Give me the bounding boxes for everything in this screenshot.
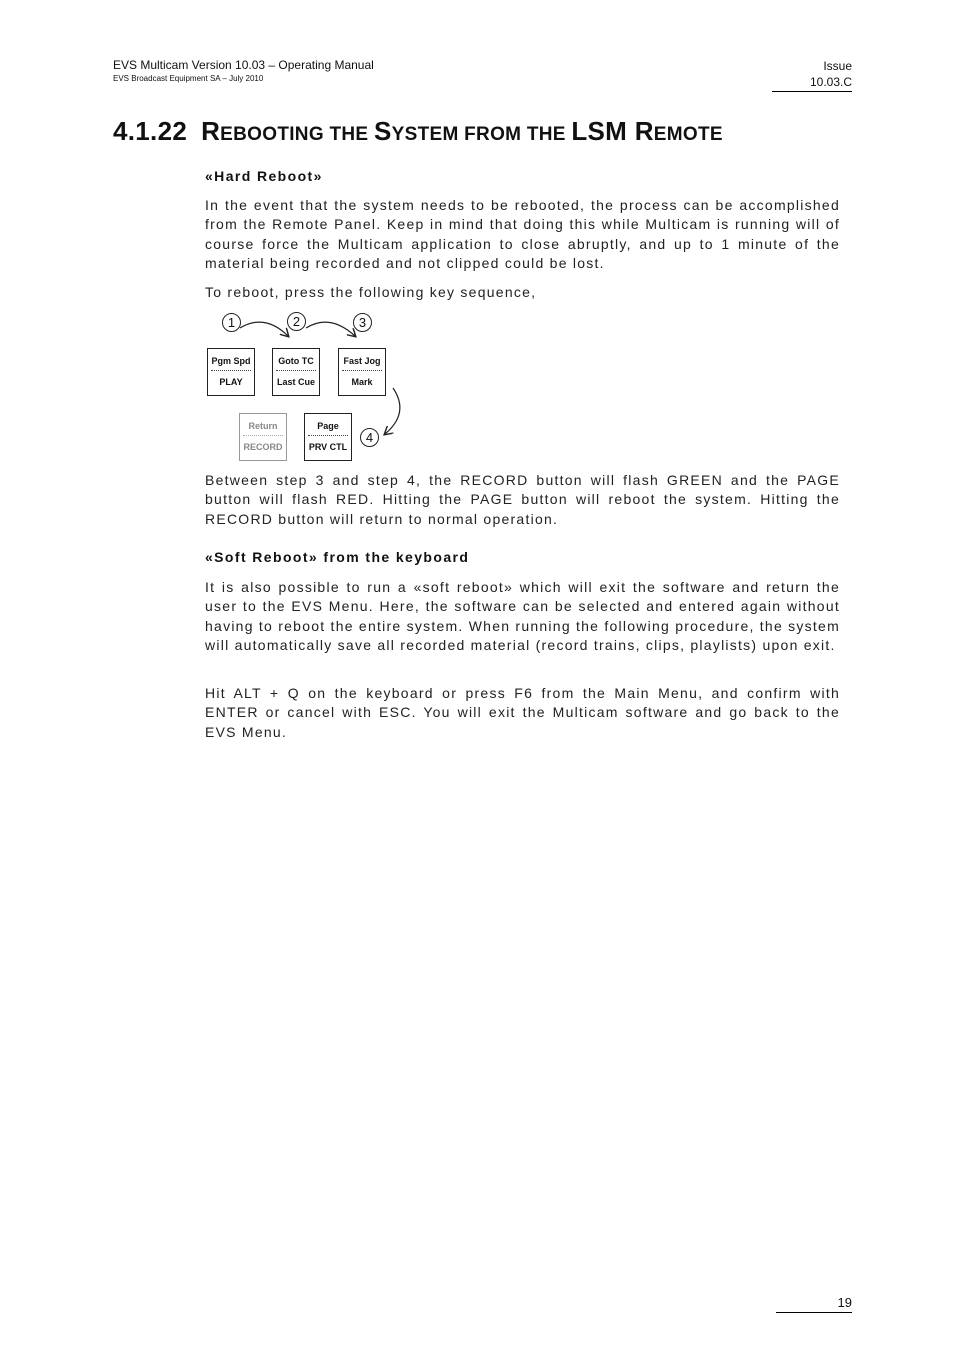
step-4-badge: 4 [360,428,379,447]
key-top-label: Page [308,420,348,436]
key-top-label: Return [243,420,283,436]
title-part: R [201,116,221,146]
step-1-badge: 1 [222,313,241,332]
key-bottom-label: PLAY [219,377,243,387]
key-page-prv-ctl[interactable] [304,413,352,461]
header-issue-value: 10.03.C [809,75,852,89]
header-publisher: EVS Broadcast Equipment SA – July 2010 [113,74,264,83]
title-part: EBOOTING THE [220,124,374,145]
title-part: YSTEM FROM THE [391,124,572,145]
key-top-label: Fast Jog [342,355,382,371]
header-issue [772,58,852,92]
title-part [627,116,635,146]
header-document-title: EVS Multicam Version 10.03 – Operating Manual [113,58,374,72]
key-top-label: Goto TC [276,355,316,371]
title-part: EMOTE [653,124,723,145]
hard-reboot-paragraph-2: To reboot, press the following key sequence, [205,284,537,300]
arrow-1-to-2 [240,322,288,336]
step-3-badge: 3 [353,313,372,332]
key-bottom-label: Mark [351,377,373,387]
title-part: R [634,116,654,146]
hard-reboot-paragraph-1: In the event that the system needs to be rebooted, the process can be accomplished from the Remote Panel. Keep in mind that doing this while Multicam is running will of course force the Multicam application to close abruptly, and up to 1 minute of the material being recorded and not clipped could be lost. [205,197,840,272]
key-fast-jog-mark[interactable] [338,348,386,396]
key-pgm-spd-play[interactable] [207,348,255,396]
page-number: 19 [776,1295,852,1313]
key-goto-tc-last-cue[interactable] [272,348,320,396]
key-top-label: Pgm Spd [211,355,251,371]
section-number: 4.1.22 [113,116,188,146]
hard-reboot-paragraph-3: Between step 3 and step 4, the RECORD button will flash GREEN and the PAGE button will flash RED. Hitting the PAGE button will reboot the system. Hitting the RECORD button will return to normal operation. [205,472,840,527]
hard-reboot-heading: «Hard Reboot» [205,168,323,184]
key-bottom-label: PRV CTL [308,442,348,452]
title-part: LSM [571,116,628,146]
section-title [113,116,723,147]
soft-reboot-paragraph-1: It is also possible to run a «soft reboot» which will exit the software and return the user to the EVS Menu. Here, the software can be selected and entered again without having to reboot the entire system. When running the following procedure, the system will automatically save all recorded material (record trains, clips, playlists) upon exit. [205,579,840,654]
title-part: S [373,116,392,146]
soft-reboot-paragraph-2: Hit ALT + Q on the keyboard or press F6 from the Main Menu, and confirm with ENTER or cancel with ESC. You will exit the Multicam software and go back to the EVS Menu. [205,685,840,740]
arrow-3-to-4 [385,388,400,434]
key-return-record[interactable] [239,413,287,461]
header-issue-label: Issue [823,59,852,73]
key-sequence-diagram [200,308,420,468]
key-bottom-label: Last Cue [276,377,315,387]
step-2-badge: 2 [287,312,306,331]
soft-reboot-heading: «Soft Reboot» from the keyboard [205,549,470,565]
key-bottom-label: RECORD [243,442,283,452]
arrow-2-to-3 [306,322,355,336]
